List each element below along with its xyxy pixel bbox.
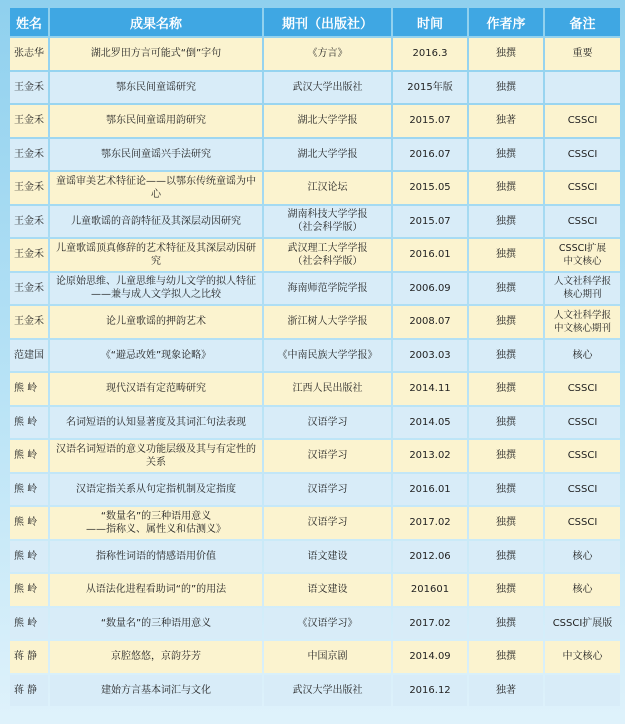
author-order-cell: 独撰 — [469, 541, 543, 573]
note-cell: 核心 — [545, 574, 620, 606]
note-cell: CSSCI — [545, 474, 620, 506]
author-order-cell: 独撰 — [469, 273, 543, 305]
time-cell: 2008.07 — [393, 306, 467, 338]
author-name-cell: 王金禾 — [10, 273, 48, 305]
note-cell: CSSCI — [545, 139, 620, 171]
journal-cell: 中国京剧 — [264, 641, 391, 673]
time-cell: 2014.11 — [393, 373, 467, 405]
table-row — [10, 340, 620, 372]
time-cell: 201601 — [393, 574, 467, 606]
time-cell: 2013.02 — [393, 440, 467, 472]
journal-cell: 浙江树人大学学报 — [264, 306, 391, 338]
result-title-cell: 建始方言基本词汇与文化 — [50, 675, 262, 707]
header-row — [10, 8, 620, 36]
author-order-cell: 独撰 — [469, 340, 543, 372]
author-order-cell: 独撰 — [469, 373, 543, 405]
table-row — [10, 139, 620, 171]
time-cell: 2017.02 — [393, 608, 467, 640]
table-row — [10, 675, 620, 707]
table-row — [10, 440, 620, 472]
journal-cell: 江西人民出版社 — [264, 373, 391, 405]
result-title-cell: 儿童歌谣的音韵特征及其深层动因研究 — [50, 206, 262, 238]
author-order-cell: 独撰 — [469, 574, 543, 606]
result-title-cell: 京腔悠悠，京韵芬芳 — [50, 641, 262, 673]
result-title-cell: 指称性词语的情感语用价值 — [50, 541, 262, 573]
time-cell: 2014.09 — [393, 641, 467, 673]
note-cell: CSSCI扩展版 — [545, 608, 620, 640]
author-order-cell: 独撰 — [469, 641, 543, 673]
table-body — [10, 38, 620, 706]
note-cell: CSSCI扩展 中文核心 — [545, 239, 620, 271]
note-cell: 重要 — [545, 38, 620, 70]
time-cell: 2016.3 — [393, 38, 467, 70]
result-title-cell: 汉语定指关系从句定指机制及定指度 — [50, 474, 262, 506]
author-order-cell: 独撰 — [469, 507, 543, 539]
result-title-cell: “数量名”的三种语用意义 ——指称义、属性义和估测义》 — [50, 507, 262, 539]
note-cell — [545, 72, 620, 104]
result-title-cell: 论原始思维、儿童思维与幼儿文学的拟人特征 ——兼与成人文学拟人之比较 — [50, 273, 262, 305]
table-row — [10, 172, 620, 204]
result-title-cell: 湖北罗田方言可能式“倒”字句 — [50, 38, 262, 70]
journal-cell: 海南师范学院学报 — [264, 273, 391, 305]
result-title-cell: 名词短语的认知显著度及其词汇句法表现 — [50, 407, 262, 439]
author-name-cell: 熊 岭 — [10, 373, 48, 405]
note-cell: CSSCI — [545, 105, 620, 137]
journal-cell: 《汉语学习》 — [264, 608, 391, 640]
author-name-cell: 蒋 静 — [10, 641, 48, 673]
header-name: 姓名 — [10, 8, 48, 36]
note-cell: CSSCI — [545, 373, 620, 405]
time-cell: 2006.09 — [393, 273, 467, 305]
journal-cell: 江汉论坛 — [264, 172, 391, 204]
header-title: 成果名称 — [50, 8, 262, 36]
result-title-cell: 儿童歌谣顶真修辞的艺术特征及其深层动因研究 — [50, 239, 262, 271]
author-order-cell: 独撰 — [469, 72, 543, 104]
author-name-cell: 熊 岭 — [10, 440, 48, 472]
note-cell: CSSCI — [545, 206, 620, 238]
note-cell: CSSCI — [545, 440, 620, 472]
journal-cell: 湖北大学学报 — [264, 139, 391, 171]
result-title-cell: 童谣审美艺术特征论——以鄂东传统童谣为中心 — [50, 172, 262, 204]
result-title-cell: 论儿童歌谣的押韵艺术 — [50, 306, 262, 338]
table-row — [10, 608, 620, 640]
author-order-cell: 独著 — [469, 675, 543, 707]
author-name-cell: 王金禾 — [10, 105, 48, 137]
author-name-cell: 王金禾 — [10, 72, 48, 104]
time-cell: 2017.02 — [393, 507, 467, 539]
author-order-cell: 独撰 — [469, 239, 543, 271]
journal-cell: 武汉大学出版社 — [264, 675, 391, 707]
author-name-cell: 蒋 静 — [10, 675, 48, 707]
table-row — [10, 72, 620, 104]
journal-cell: 汉语学习 — [264, 407, 391, 439]
table-row — [10, 641, 620, 673]
time-cell: 2016.01 — [393, 474, 467, 506]
author-order-cell: 独著 — [469, 105, 543, 137]
time-cell: 2015.07 — [393, 206, 467, 238]
table-row — [10, 105, 620, 137]
result-title-cell: 鄂东民间童谣用韵研究 — [50, 105, 262, 137]
author-name-cell: 熊 岭 — [10, 507, 48, 539]
result-title-cell: 汉语名词短语的意义功能层级及其与有定性的关系 — [50, 440, 262, 472]
note-cell: CSSCI — [545, 407, 620, 439]
author-order-cell: 独撰 — [469, 139, 543, 171]
journal-cell: 武汉大学出版社 — [264, 72, 391, 104]
table-row — [10, 507, 620, 539]
author-order-cell: 独撰 — [469, 474, 543, 506]
header-note: 备注 — [545, 8, 620, 36]
journal-cell: 汉语学习 — [264, 440, 391, 472]
time-cell: 2015.07 — [393, 105, 467, 137]
header-time: 时间 — [393, 8, 467, 36]
note-cell — [545, 675, 620, 707]
table-row — [10, 574, 620, 606]
result-title-cell: “数量名”的三种语用意义 — [50, 608, 262, 640]
author-name-cell: 王金禾 — [10, 172, 48, 204]
author-order-cell: 独撰 — [469, 206, 543, 238]
author-name-cell: 张志华 — [10, 38, 48, 70]
journal-cell: 语文建设 — [264, 574, 391, 606]
result-title-cell: 现代汉语有定范畴研究 — [50, 373, 262, 405]
author-order-cell: 独撰 — [469, 407, 543, 439]
note-cell: 核心 — [545, 541, 620, 573]
author-name-cell: 熊 岭 — [10, 407, 48, 439]
time-cell: 2016.01 — [393, 239, 467, 271]
author-name-cell: 王金禾 — [10, 239, 48, 271]
author-name-cell: 王金禾 — [10, 306, 48, 338]
result-title-cell: 《“避忌改姓”现象论略》 — [50, 340, 262, 372]
time-cell: 2016.07 — [393, 139, 467, 171]
note-cell: CSSCI — [545, 507, 620, 539]
author-order-cell: 独撰 — [469, 440, 543, 472]
table-row — [10, 474, 620, 506]
table-row — [10, 38, 620, 70]
table-row — [10, 206, 620, 238]
result-title-cell: 鄂东民间童谣兴手法研究 — [50, 139, 262, 171]
journal-cell: 汉语学习 — [264, 507, 391, 539]
time-cell: 2015.05 — [393, 172, 467, 204]
header-journal: 期刊（出版社） — [264, 8, 391, 36]
author-order-cell: 独撰 — [469, 172, 543, 204]
table-row — [10, 373, 620, 405]
note-cell: 人文社科学报 中文核心期刊 — [545, 306, 620, 338]
time-cell: 2003.03 — [393, 340, 467, 372]
achievements-table-wrapper — [8, 6, 618, 708]
author-name-cell: 熊 岭 — [10, 541, 48, 573]
journal-cell: 《中南民族大学学报》 — [264, 340, 391, 372]
table-row — [10, 541, 620, 573]
note-cell: CSSCI — [545, 172, 620, 204]
time-cell: 2016.12 — [393, 675, 467, 707]
journal-cell: 武汉理工大学学报 （社会科学版） — [264, 239, 391, 271]
achievements-table — [8, 6, 622, 708]
table-row — [10, 306, 620, 338]
header-author-order: 作者序 — [469, 8, 543, 36]
journal-cell: 湖南科技大学学报 （社会科学版） — [264, 206, 391, 238]
author-name-cell: 熊 岭 — [10, 608, 48, 640]
author-name-cell: 王金禾 — [10, 139, 48, 171]
note-cell: 人文社科学报 核心期刊 — [545, 273, 620, 305]
author-name-cell: 熊 岭 — [10, 474, 48, 506]
time-cell: 2012.06 — [393, 541, 467, 573]
result-title-cell: 鄂东民间童谣研究 — [50, 72, 262, 104]
table-row — [10, 273, 620, 305]
author-name-cell: 范建国 — [10, 340, 48, 372]
table-row — [10, 407, 620, 439]
time-cell: 2014.05 — [393, 407, 467, 439]
result-title-cell: 从语法化进程看助词“的”的用法 — [50, 574, 262, 606]
table-row — [10, 239, 620, 271]
note-cell: 中文核心 — [545, 641, 620, 673]
author-order-cell: 独撰 — [469, 608, 543, 640]
journal-cell: 《方言》 — [264, 38, 391, 70]
author-order-cell: 独撰 — [469, 38, 543, 70]
journal-cell: 湖北大学学报 — [264, 105, 391, 137]
note-cell: 核心 — [545, 340, 620, 372]
journal-cell: 汉语学习 — [264, 474, 391, 506]
author-order-cell: 独撰 — [469, 306, 543, 338]
journal-cell: 语文建设 — [264, 541, 391, 573]
author-name-cell: 王金禾 — [10, 206, 48, 238]
author-name-cell: 熊 岭 — [10, 574, 48, 606]
time-cell: 2015年版 — [393, 72, 467, 104]
